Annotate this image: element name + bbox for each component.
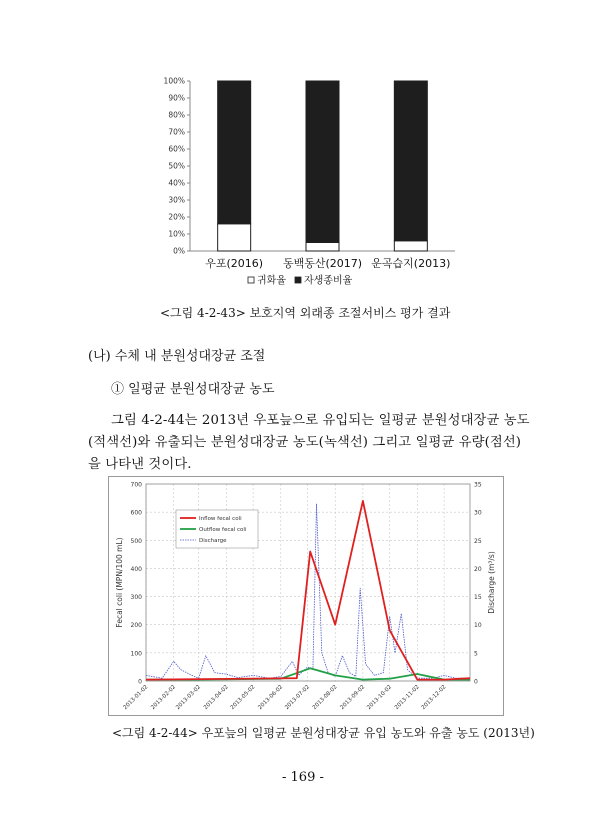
line-y2-tick-label: 10 [474,622,482,630]
line-x-tick-label: 2013-09-02 [339,684,367,712]
line-y2-tick-label: 15 [474,594,482,602]
line-y2-tick-label: 35 [474,481,482,489]
line-y2-tick-label: 25 [474,537,482,545]
line-y-tick-label: 300 [130,594,142,602]
line-x-tick-label: 2013-02-02 [150,684,178,712]
bar-y-tick-label: 10% [168,229,185,239]
bar-segment [218,81,251,224]
bar-y-tick-label: 100% [163,76,185,86]
line-y2-tick-label: 5 [474,650,478,658]
line-x-tick-label: 2013-01-02 [122,684,150,712]
figure-caption-4-2-44: <그림 4-2-44> 우포늪의 일평균 분원성대장균 유입 농도와 유출 농도 (2013년) [112,726,535,740]
line-legend-label: Inflow fecal coli [199,516,242,522]
line-y-tick-label: 500 [130,537,142,545]
line-legend-label: Outflow fecal coli [199,527,247,533]
bar-legend-swatch [295,277,301,283]
bar-category-label: 운곡습지(2013) [371,257,451,270]
paragraph-line-3: 을 나타낸 것이다. [88,457,192,472]
paragraph-line-2: (적색선)와 유출되는 분원성대장균 농도(녹색선) 그리고 일평균 유량(점선) [88,435,522,450]
line-y-tick-label: 0 [138,678,142,686]
section-heading: (나) 수체 내 분원성대장균 조절 [88,349,266,364]
line-y-tick-label: 100 [130,650,142,658]
line-x-tick-label: 2013-04-02 [202,684,230,712]
line-y-tick-label: 600 [130,509,142,517]
alien-species-bar-chart [150,68,460,298]
bar-category-label: 동백동산(2017) [282,257,363,270]
bar-segment [306,81,339,243]
line-x-tick-label: 2013-05-02 [229,684,257,712]
bar-y-tick-label: 30% [168,195,185,205]
line-x-tick-label: 2013-03-02 [175,684,203,712]
line-legend-label: Discharge [199,538,227,544]
bar-y-tick-label: 90% [168,93,185,103]
paragraph-line-1: 그림 4-2-44는 2013년 우포늪으로 유입되는 일평균 분원성대장균 농도 [111,413,530,428]
line-x-tick-label: 2013-10-02 [366,684,394,712]
figure-caption-4-2-43: <그림 4-2-43> 보호지역 외래종 조절서비스 평가 결과 [160,306,451,320]
line-x-tick-label: 2013-08-02 [311,684,339,712]
bar-y-tick-label: 40% [168,178,185,188]
line-y2-axis-title: Discharge (m³/s) [487,551,496,614]
line-y-tick-label: 200 [130,622,142,630]
bar-segment [394,241,427,251]
line-y-tick-label: 700 [130,481,142,489]
line-x-tick-label: 2013-07-02 [284,684,311,712]
bar-y-tick-label: 0% [173,246,185,256]
fecal-coli-line-chart [108,476,504,716]
line-y2-tick-label: 20 [474,565,482,573]
bar-segment [218,224,251,251]
bar-y-tick-label: 50% [168,161,185,171]
bar-y-tick-label: 80% [168,110,185,120]
bar-y-tick-label: 20% [168,212,185,222]
bar-y-tick-label: 60% [168,144,185,154]
line-x-tick-label: 2013-11-02 [393,684,421,712]
bar-legend-swatch [248,277,254,283]
bar-segment [306,243,339,252]
line-y2-tick-label: 30 [474,509,482,517]
page-number: - 169 - [282,770,324,785]
bar-legend-label: 귀화율 [257,275,286,287]
bar-legend-label: 자생종비율 [304,275,353,287]
bar-segment [394,81,427,241]
bar-category-label: 우포(2016) [205,257,264,270]
line-y-tick-label: 400 [130,565,142,573]
subsection-heading: ① 일평균 분원성대장균 농도 [111,382,275,397]
line-x-tick-label: 2013-06-02 [257,684,285,712]
line-y-axis-title: Fecal coli (MPN/100 mL) [115,537,124,628]
bar-y-tick-label: 70% [168,127,185,137]
line-y2-tick-label: 0 [474,678,478,686]
line-x-tick-label: 2013-12-02 [420,684,448,712]
